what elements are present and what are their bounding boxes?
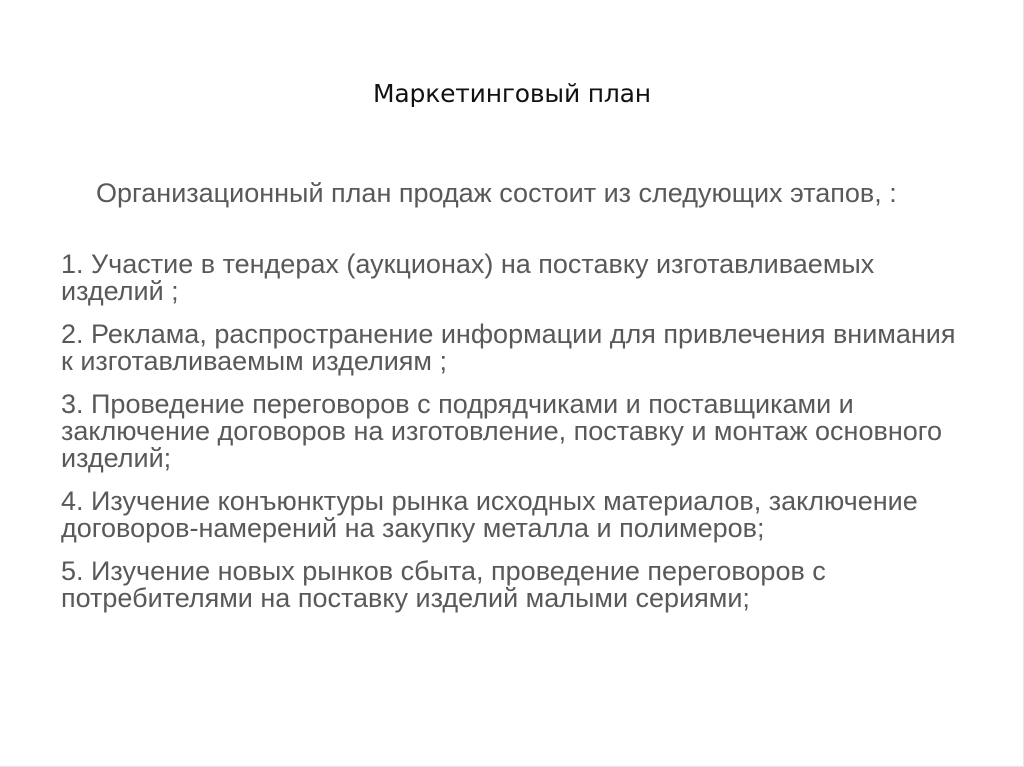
list-item: 3. Проведение переговоров с подрядчиками и поставщиками и заключение договоров на изготовление, поставку и монтаж основного изделий; — [61, 389, 943, 473]
stages-list — [61, 251, 966, 612]
slide-body — [61, 180, 966, 628]
list-item: 2. Реклама, распространение информации для привлечения внимания к изготавливаемым изделиям ; — [61, 319, 956, 376]
list-item: 1. Участие в тендерах (аукционах) на поставку изготавливаемых изделий ; — [61, 249, 875, 306]
intro-paragraph: Организационный план продаж состоит из следующих этапов, : — [96, 178, 897, 208]
list-item: 5. Изучение новых рынков сбыта, проведение переговоров с потребителями на поставку изделий малыми сериями; — [61, 556, 826, 613]
slide-title: Маркетинговый план — [373, 79, 651, 108]
list-item: 4. Изучение конъюнктуры рынка исходных материалов, заключение договоров-намерений на закупку металла и полимеров; — [61, 486, 918, 543]
